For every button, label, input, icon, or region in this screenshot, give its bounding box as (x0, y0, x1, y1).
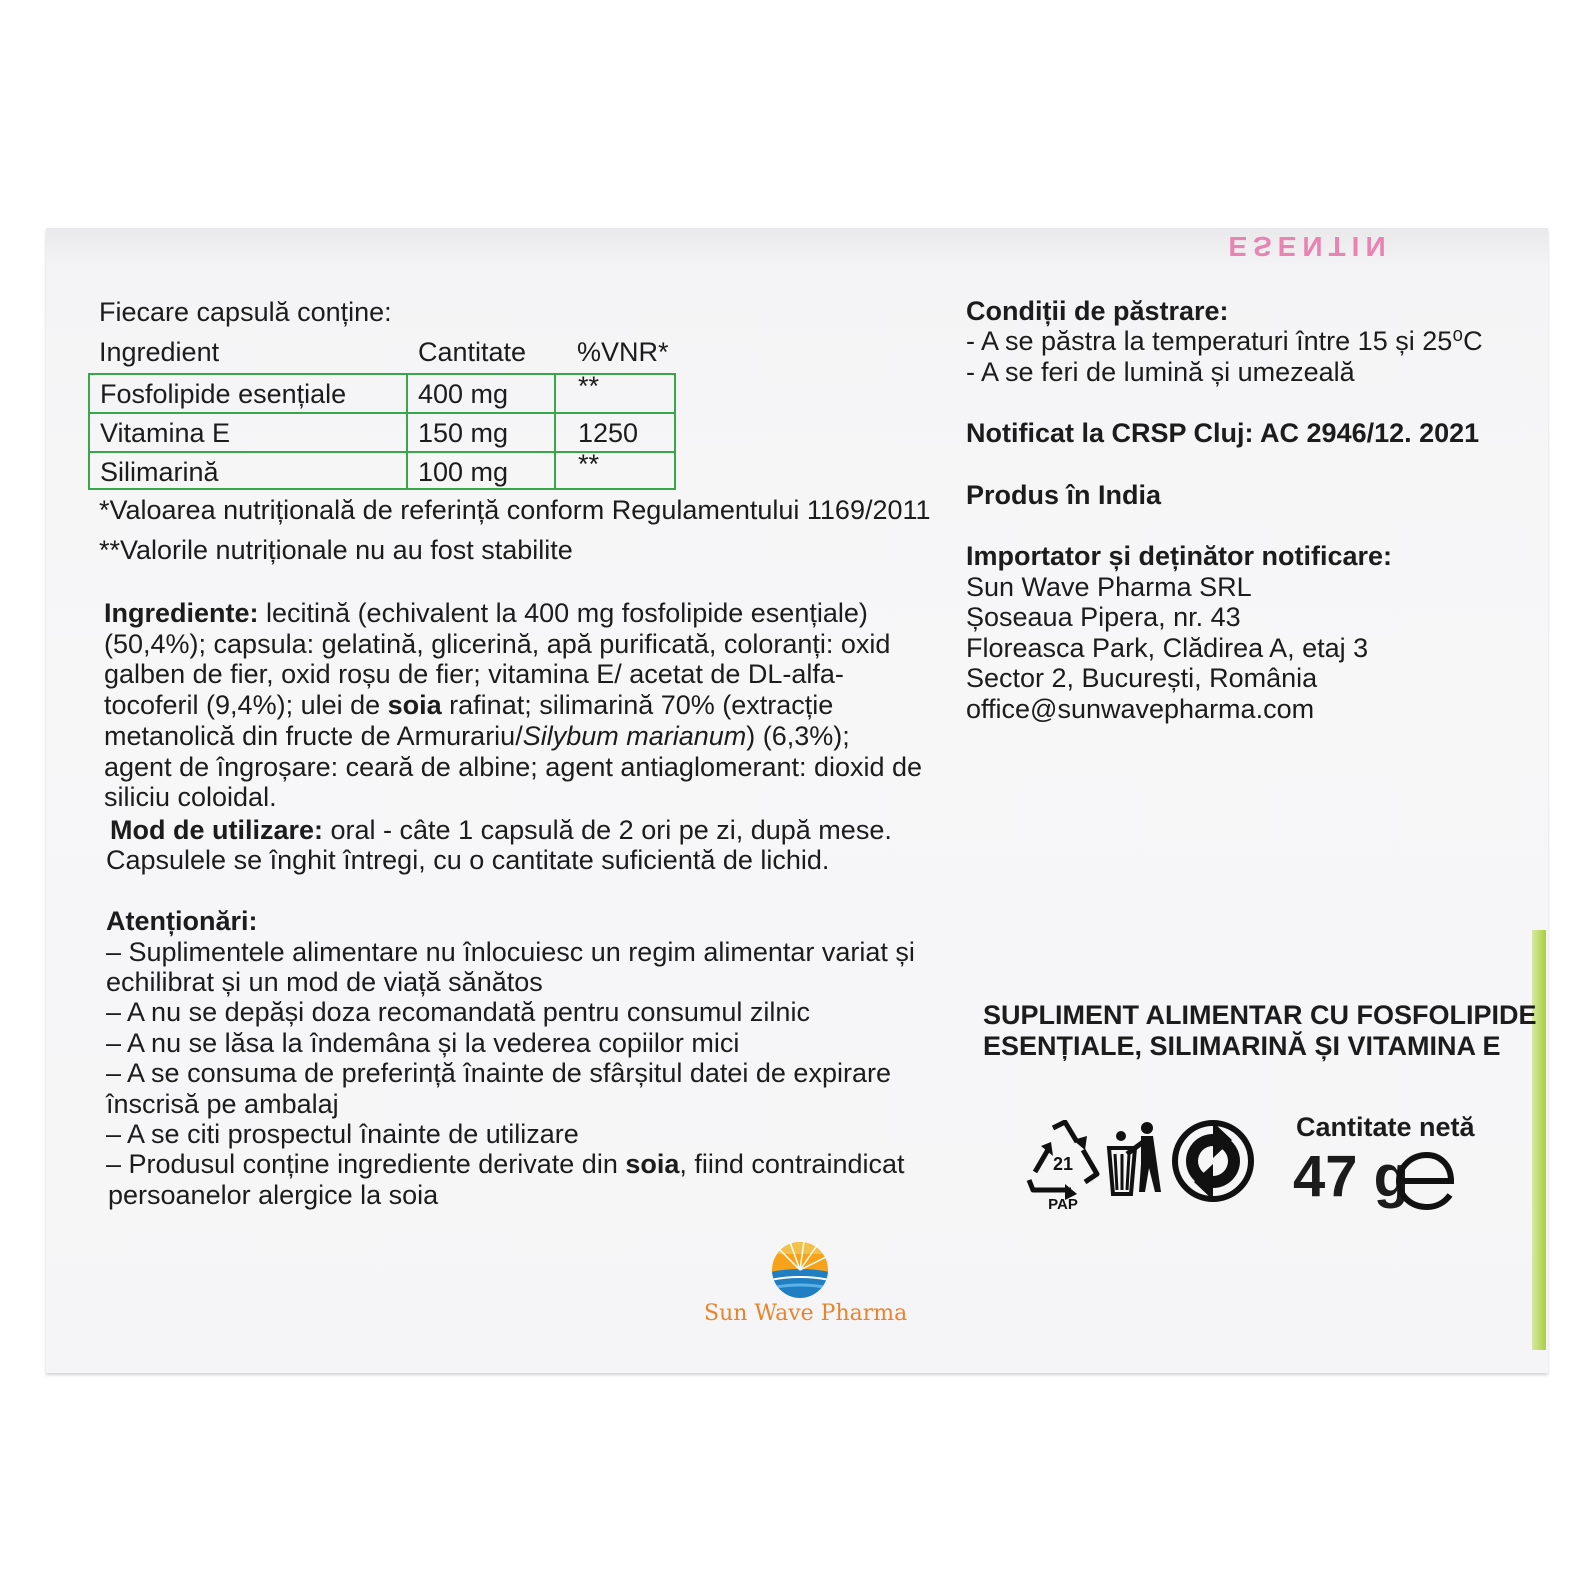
table-cell: Vitamina E (100, 418, 231, 448)
table-row (90, 451, 674, 491)
warning-line: echilibrat și un mod de viață sănătos (106, 967, 543, 997)
storage-title: Condiții de păstrare: (966, 296, 1229, 326)
usage-line-1 (110, 815, 892, 846)
table-cell: ** (578, 371, 600, 401)
table-header-ingredient: Ingredient (99, 337, 220, 367)
ingredients-text: ) (6,3%); agent de îngroșare: ceară de albine; agent antiaglomerant: dioxid de siliciu coloidal. (104, 720, 923, 813)
brand-logo-text: Sun Wave Pharma (704, 1301, 908, 1326)
table-header-vnr: %VNR* (577, 337, 669, 367)
storage-line: - A se feri de lumină și umezeală (966, 357, 1355, 387)
table-cell: 100 mg (418, 457, 509, 487)
vnr-note: *Valoarea nutrițională de referință conform Regulamentului 1169/2011 (99, 495, 931, 525)
estimated-sign-icon (1395, 1152, 1455, 1210)
supplement-line: SUPLIMENT ALIMENTAR CU FOSFOLIPIDE (983, 1000, 1537, 1030)
green-dot-icon (1172, 1120, 1254, 1202)
recycle-material: PAP (1048, 1196, 1078, 1213)
allergen-soia: soia (387, 690, 442, 721)
nutrition-table (88, 373, 676, 490)
mirrored-brand-name: ESENTIN (1228, 231, 1392, 262)
recycle-code: 21 (1052, 1154, 1074, 1174)
supplement-description (983, 1000, 1537, 1062)
net-weight: 47 g (1293, 1144, 1410, 1209)
table-cell: ** (578, 449, 600, 479)
table-cell: 150 mg (418, 418, 509, 448)
usage-label: Mod de utilizare: (110, 815, 324, 845)
importer-title: Importator și deținător notificare: (966, 541, 1393, 571)
warning-line: – A nu se lăsa la îndemâna și la vederea copiilor mici (106, 1028, 740, 1058)
ingredients-paragraph (104, 598, 924, 813)
table-cell: 400 mg (418, 379, 509, 409)
table-cell: Fosfolipide esențiale (100, 379, 347, 409)
importer-email: office@sunwavepharma.com (966, 694, 1315, 724)
usage-line-2: Capsulele se înghit întregi, cu o cantitate suficientă de lichid. (106, 845, 830, 875)
net-quantity-label: Cantitate netă (1296, 1112, 1475, 1142)
recycle-pap-icon (1025, 1120, 1105, 1215)
importer-line: Floreasca Park, Clădirea A, etaj 3 (966, 633, 1369, 663)
notification-number: Notificat la CRSP Cluj: AC 2946/12. 2021 (966, 418, 1480, 448)
table-cell: Silimarină (100, 457, 219, 487)
importer-line: Sun Wave Pharma SRL (966, 572, 1252, 602)
ingredients-text: lecitină (echivalent la 400 mg fosfolipide esențiale) (50,4%); capsula: gelatină, glicerină, apă purificată, coloranți: oxid galben de fier, oxid roșu de fier; vitamina E/ acetat de DL-alfa-tocoferil (9,4%); ulei de (104, 598, 891, 721)
warning-line: – A nu se depăși doza recomandată pentru consumul zilnic (106, 997, 810, 1027)
package-side-edge (1532, 930, 1546, 1350)
warning-line: – Suplimentele alimentare nu înlocuiesc un regim alimentar variat și (106, 937, 915, 967)
table-cell: 1250 (578, 418, 639, 448)
ingredients-text: rafinat; silimarină 70% (extracție metanolică din fructe de Armurariu/ (104, 690, 834, 751)
importer-line: Sector 2, București, România (966, 663, 1318, 693)
warnings-title: Atenționări: (106, 906, 258, 936)
intro-text: Fiecare capsulă conține: (99, 297, 392, 327)
warning-text: – Produsul conține ingrediente derivate din (106, 1149, 626, 1179)
usage-text: oral - câte 1 capsulă de 2 ori pe zi, după mese. (323, 815, 892, 845)
latin-name: Silybum marianum (522, 720, 747, 751)
ingredients-label: Ingrediente: (104, 598, 259, 628)
country-of-origin: Produs în India (966, 480, 1162, 510)
tidy-man-icon (1105, 1120, 1165, 1198)
warning-line (106, 1149, 905, 1180)
warning-line: – A se consuma de preferință înainte de sfârșitul datei de expirare (106, 1058, 891, 1088)
supplement-line: ESENȚIALE, SILIMARINĂ ȘI VITAMINA E (983, 1031, 1501, 1061)
warning-text: , fiind contraindicat (679, 1149, 905, 1179)
table-header-quantity: Cantitate (418, 337, 527, 367)
vnr-note-2: **Valorile nutriționale nu au fost stabilite (99, 535, 573, 565)
allergen-soia: soia (625, 1149, 680, 1179)
importer-line: Șoseaua Pipera, nr. 43 (966, 602, 1241, 632)
warning-line: înscrisă pe ambalaj (106, 1089, 339, 1119)
warning-line: persoanelor alergice la soia (108, 1180, 439, 1210)
sun-wave-logo-icon (770, 1240, 830, 1300)
table-row (90, 371, 674, 413)
storage-line: - A se păstra la temperaturi între 15 și 25⁰C (966, 326, 1483, 356)
net-quantity-value (1293, 1143, 1409, 1210)
warning-line: – A se citi prospectul înainte de utilizare (106, 1119, 579, 1149)
